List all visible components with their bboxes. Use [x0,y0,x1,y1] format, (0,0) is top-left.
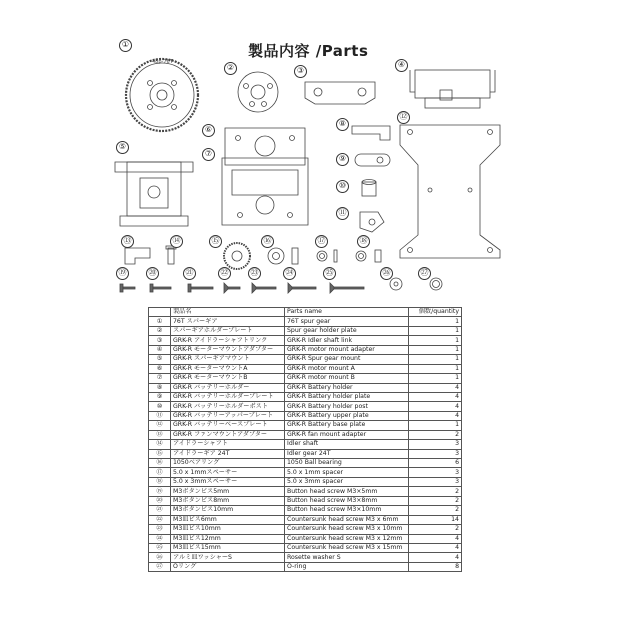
table-row [149,430,462,439]
part-name-jp: GRK-R モーターマウントB [171,374,285,383]
part-name-jp: アイドラーシャフト [171,440,285,449]
part-name-en: GRK-R fan mount adapter [285,430,409,439]
idler-shaft-drawing [166,246,176,264]
callout-12: ⑫ [397,111,410,124]
quantity: 1 [409,336,462,345]
table-row [149,496,462,505]
table-header-row [149,308,462,317]
table-row [149,374,462,383]
callout-25: ㉕ [323,267,336,280]
table-row [149,364,462,373]
row-number: ⑥ [149,364,171,373]
part-name-jp: 76T スパーギア [171,317,285,326]
table-row [149,487,462,496]
callout-22: ㉒ [218,267,231,280]
callout-8: ⑧ [336,118,349,131]
header-en: Parts name [285,308,409,317]
callout-19: ⑲ [116,267,129,280]
row-number: ⑩ [149,402,171,411]
part-name-en: GRK-R Battery upper plate [285,411,409,420]
part-name-jp: GRK-R バッテリーホルダープレート [171,392,285,401]
quantity: 4 [409,553,462,562]
quantity: 4 [409,383,462,392]
quantity: 3 [409,468,462,477]
part-name-jp: アイドラーギア 24T [171,449,285,458]
part-name-en: 1050 Ball bearing [285,459,409,468]
part-name-jp: M3皿ビス12mm [171,534,285,543]
callout-14: ⑭ [170,235,183,248]
row-number: ㉑ [149,506,171,515]
callout-15: ⑮ [209,235,222,248]
part-name-jp: Oリング [171,562,285,571]
callout-9: ⑨ [336,153,349,166]
row-number: ⑤ [149,355,171,364]
part-name-en: Button head screw M3×8mm [285,496,409,505]
part-name-jp: M3ボタンビス10mm [171,506,285,515]
part-name-jp: GRK-R アイドラーシャフトリンク [171,336,285,345]
table-row [149,477,462,486]
table-row [149,326,462,335]
part-name-en: Countersunk head screw M3 x 15mm [285,543,409,552]
spur-gear-mount-drawing [115,162,193,226]
table-row [149,345,462,354]
callout-17: ⑰ [315,235,328,248]
part-name-en: Countersunk head screw M3 x 12mm [285,534,409,543]
part-name-jp: M3皿ビス10mm [171,525,285,534]
quantity: 3 [409,440,462,449]
table-row [149,383,462,392]
row-number: ㉕ [149,543,171,552]
part-name-jp: M3皿ビス6mm [171,515,285,524]
table-row [149,449,462,458]
part-name-en: GRK-R Battery holder plate [285,392,409,401]
motor-mount-b-drawing [222,158,308,225]
part-name-en: GRK-R Battery base plate [285,421,409,430]
battery-base-plate-drawing [400,125,500,258]
table-row [149,392,462,401]
row-number: ⑬ [149,430,171,439]
quantity: 1 [409,326,462,335]
row-number: ① [149,317,171,326]
quantity: 6 [409,459,462,468]
quantity: 1 [409,317,462,326]
table-row [149,440,462,449]
quantity: 1 [409,364,462,373]
quantity: 4 [409,392,462,401]
callout-3: ③ [294,65,307,78]
callout-5: ⑤ [116,141,129,154]
part-name-jp: GRK-R モーターマウントアダプター [171,345,285,354]
quantity: 1 [409,374,462,383]
quantity: 4 [409,402,462,411]
callout-1: ① [119,39,132,52]
table-row [149,525,462,534]
row-number: ⑨ [149,392,171,401]
part-name-en: GRK-R Idler shaft link [285,336,409,345]
row-number: ㉗ [149,562,171,571]
table-row [149,562,462,571]
quantity: 1 [409,355,462,364]
quantity: 4 [409,543,462,552]
parts-table [148,307,462,572]
part-name-jp: M3ボタンビス5mm [171,487,285,496]
row-number: ⑲ [149,487,171,496]
callout-27: ㉗ [418,267,431,280]
table-row [149,468,462,477]
idler-link-drawing [305,82,375,104]
callout-10: ⑩ [336,180,349,193]
quantity: 8 [409,562,462,571]
callout-18: ⑱ [357,235,370,248]
part-name-jp: スパーギアホルダープレート [171,326,285,335]
row-number: ⑧ [149,383,171,392]
table-row [149,459,462,468]
table-row [149,317,462,326]
fan-mount-adapter-drawing [125,248,150,264]
part-name-jp: GRK-R バッテリーベースプレート [171,421,285,430]
part-name-jp: アルミ皿ワッシャーS [171,553,285,562]
part-name-jp: GRK-R バッテリーホルダーポスト [171,402,285,411]
table-row [149,402,462,411]
quantity: 1 [409,421,462,430]
part-name-en: O-ring [285,562,409,571]
header-qty: 個数/quantity [409,308,462,317]
quantity: 2 [409,525,462,534]
callout-16: ⑯ [261,235,274,248]
battery-upper-plate-drawing [360,212,384,232]
holder-plate-drawing [238,72,278,112]
row-number: ⑫ [149,421,171,430]
row-number: ㉔ [149,534,171,543]
part-name-jp: M3皿ビス15mm [171,543,285,552]
callout-23: ㉓ [248,267,261,280]
part-name-en: Idler shaft [285,440,409,449]
callout-26: ㉖ [380,267,393,280]
part-name-en: Spur gear holder plate [285,326,409,335]
row-number: ⑦ [149,374,171,383]
callout-2: ② [224,62,237,75]
row-number: ⑱ [149,477,171,486]
table-row [149,534,462,543]
motor-mount-adapter-drawing [410,70,495,108]
part-name-en: GRK-R motor mount A [285,364,409,373]
battery-post-drawing [362,180,376,197]
quantity: 2 [409,496,462,505]
row-number: ㉒ [149,515,171,524]
part-name-en: GRK-R Battery holder [285,383,409,392]
row-number: ④ [149,345,171,354]
part-name-jp: GRK-R バッテリーホルダー [171,383,285,392]
row-number: ⑭ [149,440,171,449]
quantity: 4 [409,411,462,420]
callout-11: ⑪ [336,207,349,220]
part-name-jp: GRK-R スパーギアマウント [171,355,285,364]
part-name-en: 76T spur gear [285,317,409,326]
part-name-jp: 1050ベアリング [171,459,285,468]
row-number: ② [149,326,171,335]
parts-illustration [0,0,640,300]
callout-6: ⑥ [202,124,215,137]
part-name-en: Rosette washer S [285,553,409,562]
callout-21: ㉑ [183,267,196,280]
callout-13: ⑬ [121,235,134,248]
row-number: ⑯ [149,459,171,468]
battery-holder-plate-drawing [355,154,390,166]
part-name-en: GRK-R motor mount adapter [285,345,409,354]
motor-mount-a-drawing [225,128,305,165]
spacer-drawing [317,250,381,262]
quantity: 4 [409,534,462,543]
row-number: ㉓ [149,525,171,534]
row-number: ㉖ [149,553,171,562]
table-row [149,515,462,524]
washer-oring-drawing [390,278,442,290]
part-name-en: GRK-R Spur gear mount [285,355,409,364]
quantity: 2 [409,487,462,496]
part-name-en: Button head screw M3×10mm [285,506,409,515]
row-number: ⑮ [149,449,171,458]
row-number: ⑳ [149,496,171,505]
part-name-jp: GRK-R バッテリーアッパープレート [171,411,285,420]
part-name-en: Button head screw M3×5mm [285,487,409,496]
header-jp: 製品名 [171,308,285,317]
callout-24: ㉔ [283,267,296,280]
header-no [149,308,171,317]
part-name-en: GRK-R Battery holder post [285,402,409,411]
quantity: 14 [409,515,462,524]
part-name-jp: 5.0 x 1mmスペーサー [171,468,285,477]
idler-gear-drawing [224,243,250,269]
part-name-en: Countersunk head screw M3 x 6mm [285,515,409,524]
table-row [149,506,462,515]
row-number: ③ [149,336,171,345]
row-number: ⑰ [149,468,171,477]
part-name-en: GRK-R motor mount B [285,374,409,383]
screws-drawing [120,283,364,293]
table-row [149,355,462,364]
table-row [149,411,462,420]
part-name-jp: 5.0 x 3mmスペーサー [171,477,285,486]
table-row [149,336,462,345]
quantity: 2 [409,430,462,439]
table-row [149,421,462,430]
bearing-drawing [268,248,298,264]
gear-label: 48p-76T [152,59,173,65]
quantity: 2 [409,506,462,515]
spur-gear-drawing [126,59,198,131]
callout-4: ④ [395,59,408,72]
part-name-en: Countersunk head screw M3 x 10mm [285,525,409,534]
row-number: ⑪ [149,411,171,420]
part-name-en: 5.0 x 1mm spacer [285,468,409,477]
table-row [149,543,462,552]
part-name-jp: GRK-R ファンマウントアダプター [171,430,285,439]
part-name-en: Idler gear 24T [285,449,409,458]
quantity: 3 [409,477,462,486]
part-name-jp: GRK-R モーターマウントA [171,364,285,373]
battery-holder-drawing [352,126,390,140]
part-name-en: 5.0 x 3mm spacer [285,477,409,486]
table-row [149,553,462,562]
page-title: 製品内容 /Parts [248,42,369,60]
part-name-jp: M3ボタンビス8mm [171,496,285,505]
callout-20: ⑳ [146,267,159,280]
callout-7: ⑦ [202,148,215,161]
quantity: 3 [409,449,462,458]
quantity: 1 [409,345,462,354]
